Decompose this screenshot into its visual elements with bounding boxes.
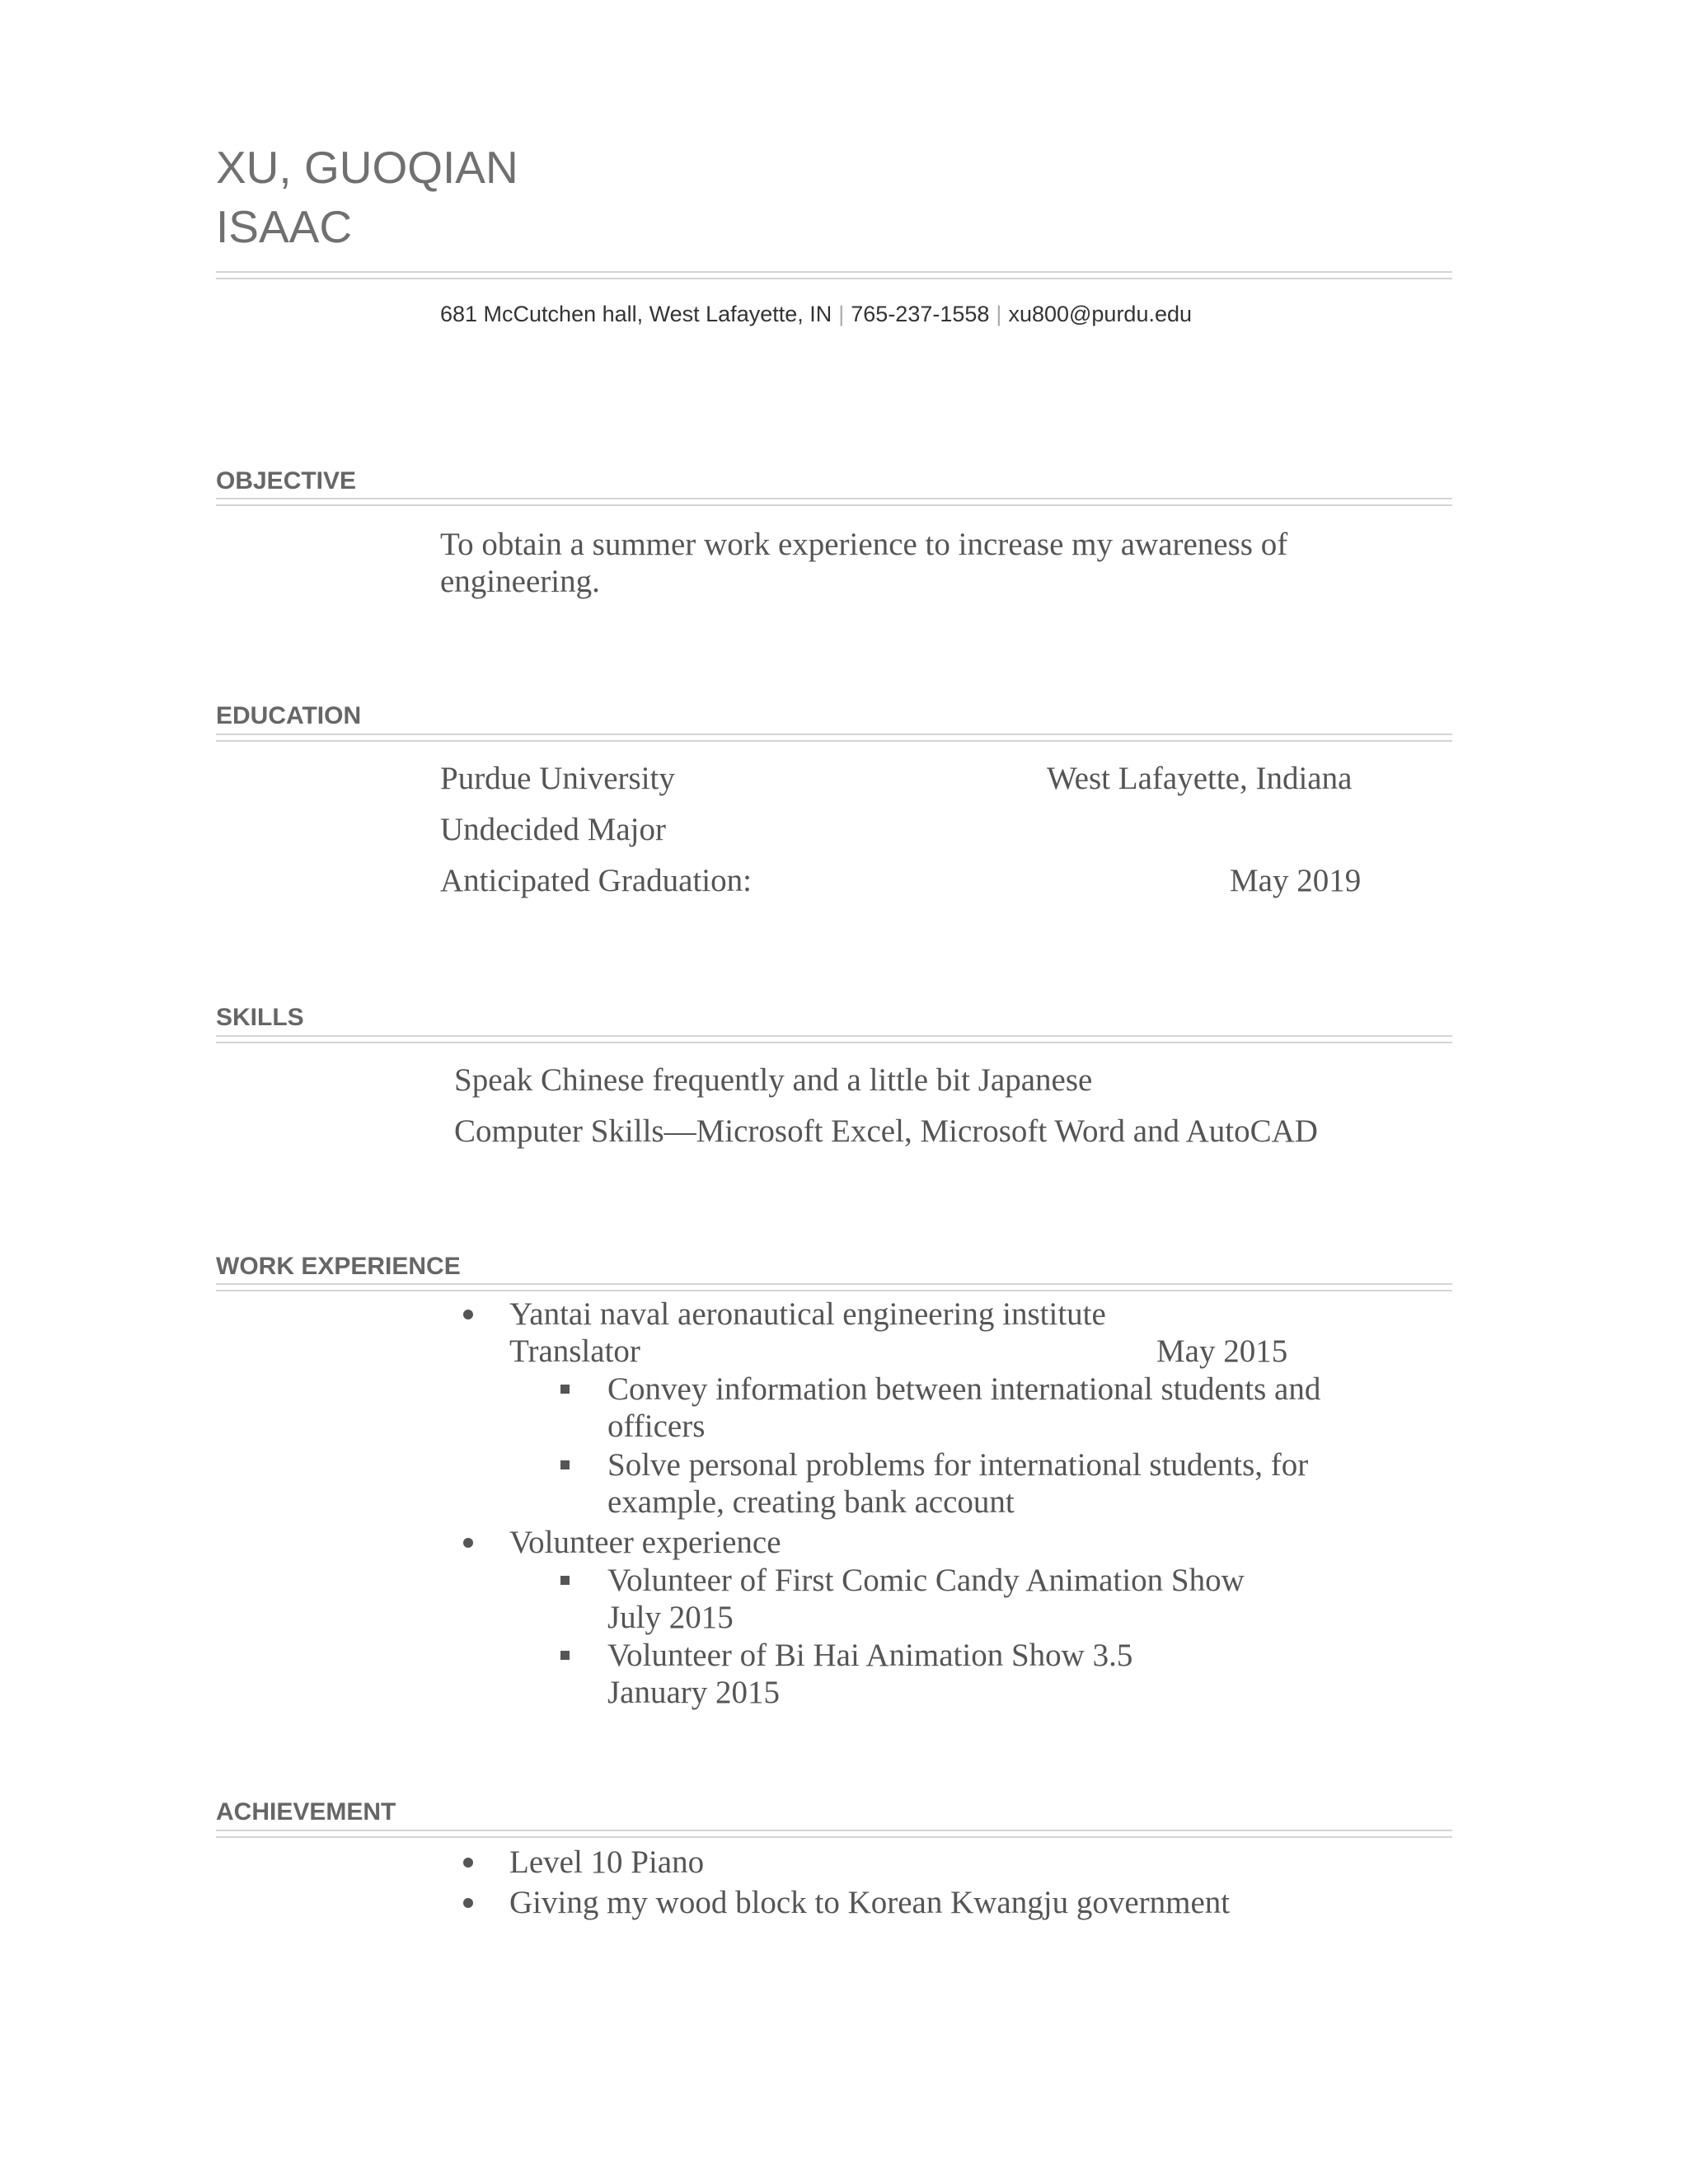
skill-item: Computer Skills—Microsoft Excel, Microsoft Word and AutoCAD — [454, 1113, 1318, 1149]
header-rule-top — [216, 271, 1452, 273]
work-job2-item1-line2: July 2015 — [607, 1600, 734, 1635]
bullet-square-icon — [560, 1460, 570, 1469]
bullet-dot-icon — [463, 1858, 473, 1868]
education-graduation-date: May 2019 — [1230, 863, 1362, 898]
name-line-1: XU, GUOQIAN — [216, 142, 518, 193]
achievement-item: Level 10 Piano — [509, 1844, 705, 1880]
section-rule — [216, 740, 1452, 742]
work-job1-duty2-line2: example, creating bank account — [607, 1484, 1015, 1520]
work-job1-role: Translator — [509, 1333, 640, 1369]
skill-item: Speak Chinese frequently and a little bit Japanese — [454, 1062, 1093, 1098]
contact-phone: 765-237-1558 — [851, 302, 990, 326]
education-location: West Lafayette, Indiana — [1047, 761, 1353, 796]
section-rule — [216, 1290, 1452, 1291]
bullet-square-icon — [560, 1576, 570, 1585]
contact-separator: | — [838, 302, 845, 326]
section-rule — [216, 1035, 1452, 1037]
contact-email: xu800@purdu.edu — [1008, 302, 1193, 326]
header-rule-bottom — [216, 278, 1452, 279]
objective-text-line-2: engineering. — [440, 564, 600, 599]
contact-separator: | — [996, 302, 1002, 326]
section-rule — [216, 1830, 1452, 1831]
work-job2-item1-line1: Volunteer of First Comic Candy Animation Show — [607, 1563, 1245, 1598]
contact-address: 681 McCutchen hall, West Lafayette, IN — [440, 302, 832, 326]
section-rule — [216, 504, 1452, 506]
bullet-dot-icon — [463, 1898, 473, 1908]
work-job1-duty1-line1: Convey information between international students and — [607, 1371, 1321, 1407]
work-job2-item2-line1: Volunteer of Bi Hai Animation Show 3.5 — [607, 1638, 1133, 1673]
bullet-dot-icon — [463, 1310, 473, 1319]
section-rule — [216, 1836, 1452, 1838]
work-job1-date: May 2015 — [1156, 1333, 1288, 1369]
bullet-dot-icon — [463, 1538, 473, 1548]
work-job1-org: Yantai naval aeronautical engineering institute — [509, 1296, 1106, 1332]
section-title-skills: SKILLS — [216, 1004, 304, 1031]
section-title-education: EDUCATION — [216, 702, 362, 729]
contact-line — [440, 302, 1192, 327]
section-rule — [216, 1283, 1452, 1285]
achievement-item: Giving my wood block to Korean Kwangju government — [509, 1885, 1231, 1920]
section-rule — [216, 733, 1452, 735]
objective-text-line-1: To obtain a summer work experience to increase my awareness of — [440, 527, 1288, 562]
work-job2-title: Volunteer experience — [509, 1525, 781, 1560]
work-job1-duty2-line1: Solve personal problems for international students, for — [607, 1447, 1309, 1483]
work-job2-item2-line2: January 2015 — [607, 1675, 781, 1710]
work-job1-duty1-line2: officers — [607, 1408, 706, 1444]
section-rule — [216, 1042, 1452, 1043]
bullet-square-icon — [560, 1385, 570, 1394]
name-line-2: ISAAC — [216, 201, 353, 252]
education-school: Purdue University — [440, 761, 675, 796]
section-title-objective: OBJECTIVE — [216, 467, 357, 494]
section-rule — [216, 498, 1452, 499]
section-title-work-experience: WORK EXPERIENCE — [216, 1253, 461, 1280]
bullet-square-icon — [560, 1651, 570, 1660]
education-graduation-label: Anticipated Graduation: — [440, 863, 752, 898]
section-title-achievement: ACHIEVEMENT — [216, 1798, 396, 1825]
education-major: Undecided Major — [440, 812, 666, 847]
